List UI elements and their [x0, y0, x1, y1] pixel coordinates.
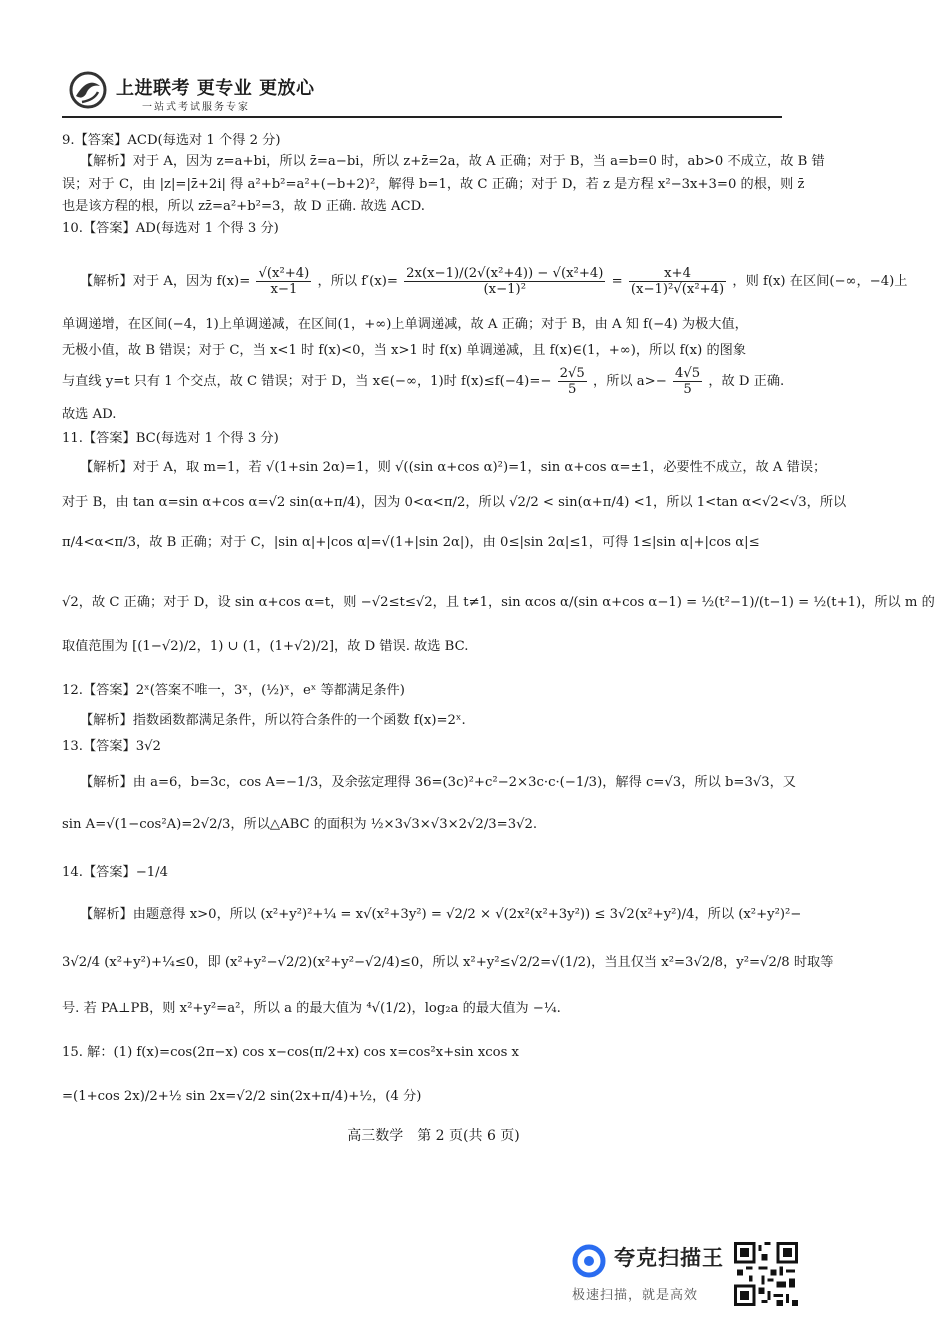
- fraction-denominator: 5: [683, 382, 692, 397]
- q11-answer: 11.【答案】BC(每选对 1 个得 3 分): [62, 431, 279, 446]
- fraction-numerator: 4√5: [674, 366, 701, 381]
- q10-text-c: =: [611, 274, 623, 289]
- watermark-slogan: 极速扫描，就是高效: [572, 1288, 699, 1303]
- q9-line-1: 【解析】对于 A，因为 z=a+bi，所以 z̄=a−bi，所以 z+z̄=2a，故 A 正确；对于 B，当 a=b=0 时，ab>0 不成立，故 B 错: [80, 154, 825, 169]
- fraction-denominator: (x−1)²: [483, 282, 526, 297]
- fraction-denominator: 5: [568, 382, 577, 397]
- scanner-logo-icon: [572, 1244, 606, 1278]
- q15-line-2: =(1+cos 2x)/2+½ sin 2x=√2/2 sin(2x+π/4)+½，(4 分): [62, 1089, 422, 1104]
- q9-answer: 9.【答案】ACD(每选对 1 个得 2 分): [62, 133, 281, 148]
- q12-line-1: 【解析】指数函数都满足条件，所以符合条件的一个函数 f(x)=2ˣ.: [80, 713, 466, 728]
- q14-line-2: 3√2/4 (x²+y²)+¼≤0，即 (x²+y²−√2/2)(x²+y²−√2/4)≤0，所以 x²+y²≤√2/2=√(1/2)，当且仅当 x²=3√2/8，y²=√2/8 时取等: [62, 955, 834, 970]
- q10-text-a: 【解析】对于 A，因为 f(x)=: [80, 274, 251, 289]
- q13-line-1: 【解析】由 a=6，b=3c，cos A=−1/3，及余弦定理得 36=(3c)²+c²−2×3c·c·(−1/3)，解得 c=√3，所以 b=3√3，又: [80, 775, 796, 790]
- fraction-denominator: (x−1)²√(x²+4): [630, 282, 725, 297]
- fraction-numerator: x+4: [629, 266, 726, 282]
- q11-line-5: 取值范围为 [(1−√2)/2，1) ∪ (1，(1+√2)/2]，故 D 错误. 故选 BC.: [62, 639, 469, 654]
- q9-line-3: 也是该方程的根，所以 zz̄=a²+b²=3，故 D 正确. 故选 ACD.: [62, 199, 425, 214]
- q12-answer: 12.【答案】2ˣ(答案不唯一，3ˣ，(½)ˣ，eˣ 等都满足条件): [62, 683, 405, 698]
- q10-fraction-derivative: [404, 266, 605, 297]
- q13-answer: 13.【答案】3√2: [62, 739, 161, 754]
- q13-line-2: sin A=√(1−cos²A)=2√2/3，所以△ABC 的面积为 ½×3√3×√3×2√2/3=3√2.: [62, 817, 538, 832]
- watermark-title: 夸克扫描王: [614, 1246, 724, 1270]
- q10-fraction-fmax: [558, 366, 587, 397]
- brand-subtitle: 一站式考试服务专家: [142, 102, 250, 113]
- q9-line-2: 误；对于 C，由 |z|=|z̄+2i| 得 a²+b²=a²+(−b+2)²，解得 b=1，故 C 正确；对于 D，若 z 是方程 x²−3x+3=0 的根，则 z̄: [62, 177, 805, 192]
- q11-line-3: π/4<α<π/3，故 B 正确；对于 C，|sin α|+|cos α|=√(1+|sin 2α|)，由 0≤|sin 2α|≤1，可得 1≤|sin α|+|cos α|≤: [62, 535, 760, 550]
- q11-line-2: 对于 B，由 tan α=sin α+cos α=√2 sin(α+π/4)，因为 0<α<π/2，所以 √2/2 < sin(α+π/4) <1，所以 1<tan α<√2<√3，所以: [62, 495, 847, 510]
- q10-text-4c: ，故 D 正确.: [708, 374, 785, 389]
- brand-logo-icon: [68, 70, 108, 110]
- fraction-numerator: 2√5: [559, 366, 585, 381]
- header-rule: [62, 116, 782, 118]
- q11-line-4: √2，故 C 正确；对于 D，设 sin α+cos α=t，则 −√2≤t≤√2，且 t≠1，sin αcos α/(sin α+cos α−1) = ½(t²−1)/(t−1) = ½(t+1)，所以 m 的: [62, 595, 935, 610]
- q10-line-3: 无极小值，故 B 错误；对于 C，当 x<1 时 f(x)<0，当 x>1 时 f(x) 单调递减，且 f(x)∈(1，+∞)，所以 f(x) 的图象: [62, 343, 747, 358]
- qr-code-icon: [734, 1242, 798, 1306]
- q14-line-3: 号. 若 PA⊥PB，则 x²+y²=a²，所以 a 的最大值为 ⁴√(1/2)，log₂a 的最大值为 −¼.: [62, 1001, 561, 1016]
- q10-text-d: ，则 f(x) 在区间(−∞，−4)上: [732, 274, 908, 289]
- q10-line-4: [62, 366, 784, 397]
- q10-fraction-result: [629, 266, 726, 297]
- q14-answer: 14.【答案】−1/4: [62, 865, 168, 880]
- q10-answer: 10.【答案】AD(每选对 1 个得 3 分): [62, 221, 279, 236]
- q10-line-5: 故选 AD.: [62, 407, 117, 422]
- q14-line-1: 【解析】由题意得 x>0，所以 (x²+y²)²+¼ = x√(x²+3y²) = √2/2 × √(2x²(x²+3y²)) ≤ 3√2(x²+y²)/4，所以 (x²+y²)²−: [80, 907, 802, 922]
- q10-line-2: 单调递增，在区间(−4，1)上单调递减，在区间(1，+∞)上单调递减，故 A 正确；对于 B，由 A 知 f(−4) 为极大值，: [62, 317, 748, 332]
- q10-fraction-fx: [256, 266, 311, 297]
- page-footer: 高三数学 第 2 页(共 6 页): [347, 1128, 520, 1144]
- q11-line-1: 【解析】对于 A，取 m=1，若 √(1+sin 2α)=1，则 √((sin α+cos α)²)=1，sin α+cos α=±1，必要性不成立，故 A 错误；: [80, 460, 827, 475]
- scanner-watermark: [572, 1242, 862, 1312]
- q10-line-1: [80, 266, 907, 297]
- q10-text-4a: 与直线 y=t 只有 1 个交点，故 C 错误；对于 D，当 x∈(−∞，1)时 f(x)≤f(−4)=−: [62, 374, 552, 389]
- fraction-numerator: √(x²+4): [258, 266, 310, 281]
- fraction-denominator: x−1: [270, 282, 298, 297]
- q10-fraction-a: [673, 366, 702, 397]
- q10-text-4b: ，所以 a>−: [593, 374, 667, 389]
- brand-slogan: 上进联考 更专业 更放心: [116, 78, 315, 99]
- fraction-numerator: 2x(x−1)/(2√(x²+4)) − √(x²+4): [406, 266, 604, 281]
- q15-line-1: 15. 解：(1) f(x)=cos(2π−x) cos x−cos(π/2+x) cos x=cos²x+sin xcos x: [62, 1045, 519, 1060]
- page-header: [62, 68, 782, 116]
- q10-text-b: ，所以 f′(x)=: [317, 274, 398, 289]
